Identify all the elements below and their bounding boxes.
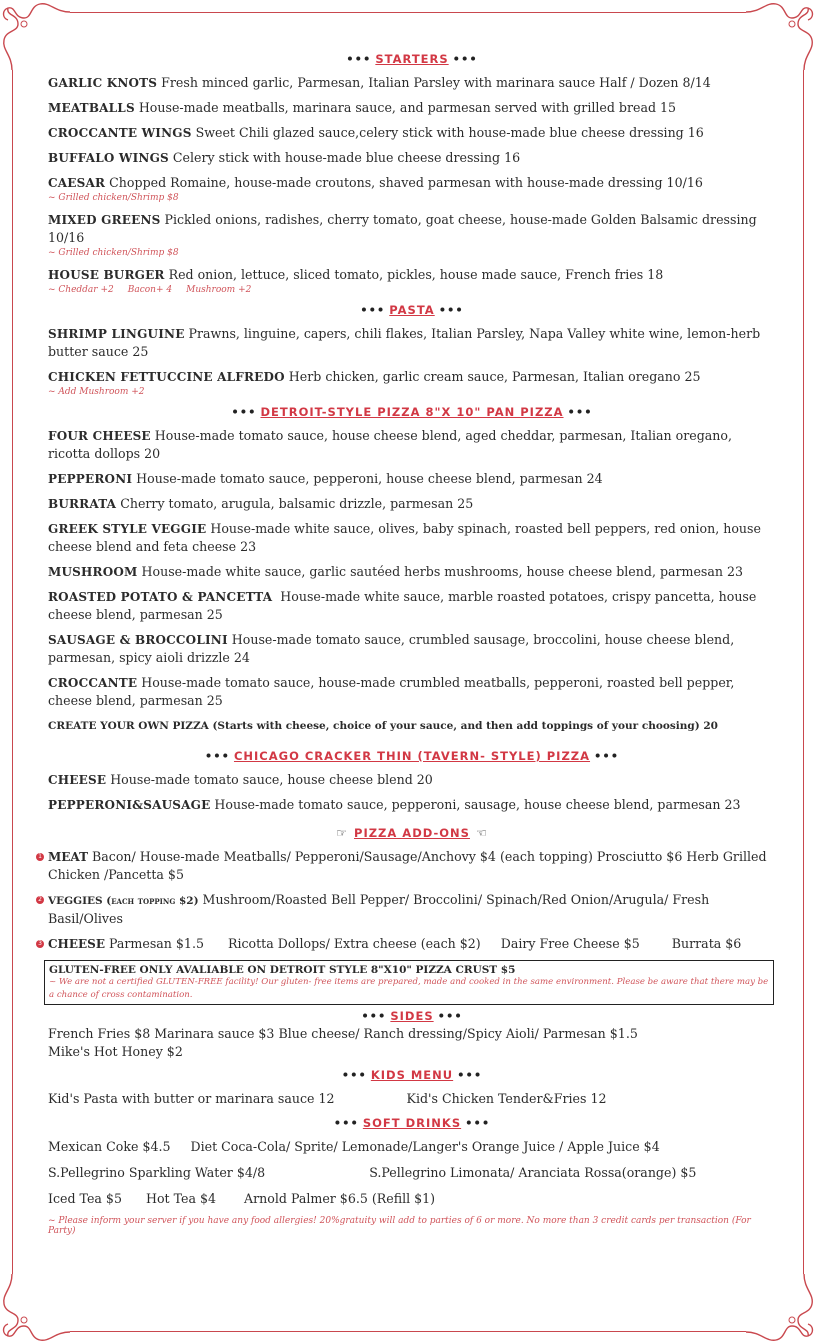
addon-name: MEAT [48, 850, 89, 864]
item-desc: House-made tomato sauce, pepperoni, house cheese blend, parmesan 24 [136, 471, 603, 486]
menu-item [48, 771, 776, 789]
frame-top-border [70, 12, 746, 13]
item-desc: House-made tomato sauce, house-made crumbled meatballs, pepperoni, roasted bell pepper, cheese blend, parmesan 25 [48, 675, 735, 708]
dots-icon: ••• [361, 1009, 387, 1023]
item-desc: House-made tomato sauce, house cheese blend, aged cheddar, parmesan, Italian oregano, ricotta dollops 20 [48, 428, 732, 461]
dots-icon: ••• [452, 52, 478, 66]
item-name: CROCCANTE [48, 676, 138, 690]
addon-item [38, 935, 776, 953]
menu-item [48, 520, 776, 556]
menu-item [48, 211, 776, 259]
menu-item [48, 325, 776, 361]
addon-name: CHEESE [48, 937, 105, 951]
dots-icon: ••• [231, 405, 257, 419]
menu-item [48, 368, 776, 398]
menu-item [48, 588, 776, 624]
footer-note: ~ Please inform your server if you have any food allergies! 20%gratuity will add to parties of 6 or more. No more than 3 credit cards per transaction (For Party) [48, 1216, 751, 1236]
create-your-own-pizza: CREATE YOUR OWN PIZZA (Starts with cheese, choice of your sauce, and then add toppings of your choosing) 20 [48, 720, 718, 732]
item-name: CAESAR [48, 176, 106, 190]
item-name: SAUSAGE & BROCCOLINI [48, 633, 228, 647]
item-name: CHICKEN FETTUCCINE ALFREDO [48, 370, 285, 384]
item-desc: House-made tomato sauce, crumbled sausage, broccolini, house cheese blend, parmesan, spicy aioli drizzle 24 [48, 632, 735, 665]
dots-icon: ••• [457, 1068, 483, 1082]
item-note: ~ Cheddar +2 Bacon+ 4 Mushroom +2 [48, 285, 252, 295]
menu-item [48, 674, 776, 710]
addon-desc: Parmesan $1.5 Ricotta Dollops/ Extra cheese (each $2) Dairy Free Cheese $5 Burrata $6 [109, 936, 742, 951]
item-desc: House-made white sauce, marble roasted potatoes, crispy pancetta, house cheese blend, parmesan 25 [48, 589, 757, 622]
kids-text: Kid's Pasta with butter or marinara sauce 12 Kid's Chicken Tender&Fries 12 [48, 1091, 607, 1106]
item-name: BURRATA [48, 497, 117, 511]
gluten-free-note: ~ We are not a certified GLUTEN-FREE facility! Our gluten- free items are prepared, made and cooked in the same environment. Please be aware that there may be a chance of cross contamination. [49, 977, 769, 1000]
dots-icon: ••• [204, 749, 230, 763]
addon-desc: Bacon/ House-made Meatballs/ Pepperoni/Sausage/Anchovy $4 (each topping) Prosciutto $6 Herb Grilled Chicken /Pancetta $5 [48, 849, 767, 882]
item-name: CROCCANTE WINGS [48, 126, 192, 140]
hand-left-icon: ☜ [475, 826, 488, 840]
item-name: GARLIC KNOTS [48, 76, 158, 90]
item-desc: Sweet Chili glazed sauce,celery stick with house-made blue cheese dressing 16 [195, 125, 704, 140]
menu-item [48, 74, 776, 92]
item-name: GREEK STYLE VEGGIE [48, 522, 207, 536]
number-badge: 3 [36, 940, 44, 948]
section-heading-chicago-pizza: ••• CHICAGO CRACKER THIN (TAVERN- STYLE) PIZZA ••• [204, 749, 620, 763]
dots-icon: ••• [346, 52, 372, 66]
item-desc: Fresh minced garlic, Parmesan, Italian Parsley with marinara sauce Half / Dozen 8/14 [161, 75, 711, 90]
section-heading-pasta: ••• PASTA ••• [360, 303, 464, 317]
dots-icon: ••• [594, 749, 620, 763]
gluten-free-heading: GLUTEN-FREE ONLY AVALIABLE ON DETROIT STYLE 8"X10" PIZZA CRUST $5 [49, 964, 516, 976]
dots-icon: ••• [360, 303, 386, 317]
menu-item [48, 563, 776, 581]
number-badge: 1 [36, 853, 44, 861]
addon-item [38, 848, 776, 884]
dots-icon: ••• [567, 405, 593, 419]
menu-item [48, 631, 776, 667]
dots-icon: ••• [437, 1009, 463, 1023]
item-name: SHRIMP LINGUINE [48, 327, 185, 341]
menu-item [48, 99, 776, 117]
item-name: HOUSE BURGER [48, 268, 165, 282]
drinks-row: S.Pellegrino Sparkling Water $4/8 S.Pellegrino Limonata/ Aranciata Rossa(orange) $5 [48, 1165, 697, 1180]
item-desc: House-made white sauce, olives, baby spinach, roasted bell peppers, red onion, house cheese blend and feta cheese 23 [48, 521, 761, 554]
frame-bottom-border [70, 1331, 746, 1332]
item-desc: Pickled onions, radishes, cherry tomato, goat cheese, house-made Golden Balsamic dressing 10/16 [48, 212, 757, 245]
section-heading-starters: ••• STARTERS ••• [346, 52, 478, 66]
item-name: PEPPERONI&SAUSAGE [48, 798, 211, 812]
item-desc: Prawns, linguine, capers, chili flakes, Italian Parsley, Napa Valley white wine, lemon-herb butter sauce 25 [48, 326, 761, 359]
item-name: CHEESE [48, 773, 107, 787]
menu-item [48, 495, 776, 513]
drinks-row: Iced Tea $5 Hot Tea $4 Arnold Palmer $6.5 (Refill $1) [48, 1191, 436, 1206]
menu-item [48, 470, 776, 488]
item-desc: Herb chicken, garlic cream sauce, Parmesan, Italian oregano 25 [288, 369, 701, 384]
section-heading-pizza-addons: ☞ PIZZA ADD-ONS ☜ [336, 826, 488, 840]
corner-flourish-bottom-left [0, 1274, 70, 1344]
item-name: MEATBALLS [48, 101, 135, 115]
dots-icon: ••• [465, 1116, 491, 1130]
dots-icon: ••• [333, 1116, 359, 1130]
section-heading-kids-menu: ••• KIDS MENU ••• [341, 1068, 483, 1082]
item-name: ROASTED POTATO & PANCETTA [48, 590, 273, 604]
menu-item [48, 266, 776, 296]
item-desc: House-made white sauce, garlic sautéed herbs mushrooms, house cheese blend, parmesan 23 [141, 564, 744, 579]
section-heading-detroit-pizza: ••• DETROIT-STYLE PIZZA 8"X 10" PAN PIZZA ••• [231, 405, 593, 419]
corner-flourish-bottom-right [746, 1274, 816, 1344]
frame-right-border [803, 70, 804, 1274]
item-desc: House-made tomato sauce, pepperoni, sausage, house cheese blend, parmesan 23 [214, 797, 741, 812]
item-desc: Cherry tomato, arugula, balsamic drizzle, parmesan 25 [120, 496, 474, 511]
item-name: MUSHROOM [48, 565, 138, 579]
item-note: ~ Grilled chicken/Shrimp $8 [48, 248, 179, 258]
menu-item [48, 149, 776, 167]
gluten-free-notice [44, 960, 774, 1005]
item-desc: House-made meatballs, marinara sauce, and parmesan served with grilled bread 15 [138, 100, 677, 115]
menu-item [48, 124, 776, 142]
menu-item [48, 427, 776, 463]
menu-item [48, 174, 776, 204]
item-name: PEPPERONI [48, 472, 133, 486]
hand-right-icon: ☞ [336, 826, 349, 840]
frame-left-border [12, 70, 13, 1274]
item-desc: Chopped Romaine, house-made croutons, shaved parmesan with house-made dressing 10/16 [109, 175, 703, 190]
item-name: FOUR CHEESE [48, 429, 151, 443]
drinks-row: Mexican Coke $4.5 Diet Coca-Cola/ Sprite/ Lemonade/Langer's Orange Juice / Apple Juice $4 [48, 1139, 660, 1154]
addon-name: VEGGIES (each topping $2) [48, 895, 199, 907]
item-name: MIXED GREENS [48, 213, 161, 227]
item-name: BUFFALO WINGS [48, 151, 169, 165]
sides-text: French Fries $8 Marinara sauce $3 Blue cheese/ Ranch dressing/Spicy Aioli/ Parmesan $1.5 Mike's Hot Honey $2 [48, 1026, 638, 1059]
item-note: ~ Add Mushroom +2 [48, 387, 145, 397]
section-heading-soft-drinks: ••• SOFT DRINKS ••• [333, 1116, 491, 1130]
addon-item [38, 891, 776, 928]
menu-item [48, 796, 776, 814]
menu-page [38, 46, 776, 1236]
item-desc: Celery stick with house-made blue cheese dressing 16 [172, 150, 521, 165]
item-desc: House-made tomato sauce, house cheese blend 20 [110, 772, 433, 787]
item-desc: Red onion, lettuce, sliced tomato, pickles, house made sauce, French fries 18 [168, 267, 664, 282]
section-heading-sides: ••• SIDES ••• [361, 1009, 463, 1023]
number-badge: 2 [36, 896, 44, 904]
item-note: ~ Grilled chicken/Shrimp $8 [48, 193, 179, 203]
dots-icon: ••• [438, 303, 464, 317]
addon-desc: Mushroom/Roasted Bell Pepper/ Broccolini/ Spinach/Red Onion/Arugula/ Fresh Basil/Olives [48, 892, 710, 926]
dots-icon: ••• [341, 1068, 367, 1082]
